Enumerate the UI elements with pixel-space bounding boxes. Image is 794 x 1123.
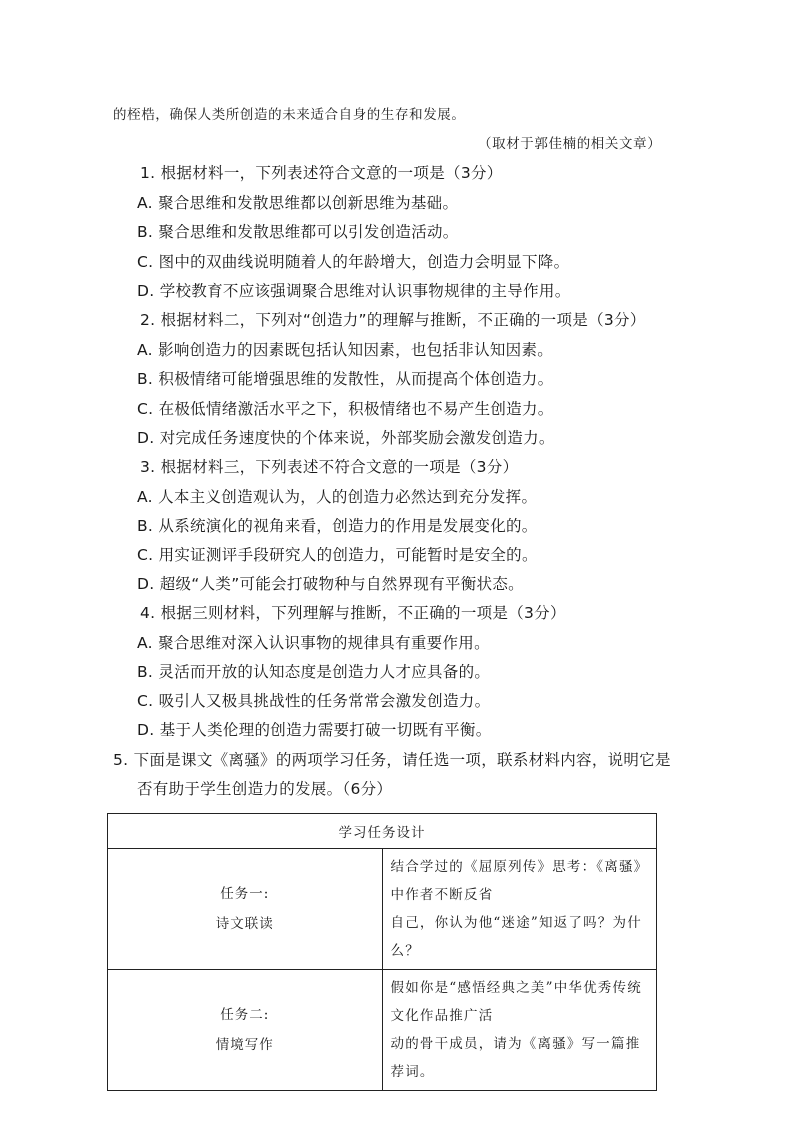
question-3-option-b: B. 从系统演化的视角来看，创造力的作用是发展变化的。	[137, 517, 538, 535]
task-1-desc-line-2: 自己，你认为他“迷途”知返了吗？为什么？	[390, 915, 642, 959]
task-2-name-line-1: 任务二:	[220, 1007, 270, 1023]
task-1-name-line-2: 诗文联读	[215, 916, 274, 932]
question-2-option-b: B. 积极情绪可能增强思维的发散性，从而提高个体创造力。	[137, 370, 554, 388]
question-2-option-a: A. 影响创造力的因素既包括认知因素，也包括非认知因素。	[137, 341, 554, 359]
question-4-option-a: A. 聚合思维对深入认识事物的规律具有重要作用。	[137, 634, 490, 652]
task-1-description	[382, 849, 657, 970]
task-row-1	[108, 849, 657, 970]
passage-tail: 的桎梏，确保人类所创造的未来适合自身的生存和发展。	[113, 107, 466, 123]
passage-source: （取材于郭佳楠的相关文章）	[478, 136, 662, 152]
question-1-option-d: D. 学校教育不应该强调聚合思维对认识事物规律的主导作用。	[137, 282, 571, 300]
task-1-desc-line-1: 结合学过的《屈原列传》思考：《离骚》中作者不断反省	[390, 859, 642, 903]
task-table	[107, 813, 657, 1091]
task-2-desc-line-2: 动的骨干成员，请为《离骚》写一篇推荐词。	[390, 1036, 641, 1080]
task-row-2	[108, 970, 657, 1091]
question-3-option-d: D. 超级“人类”可能会打破物种与自然界现有平衡状态。	[137, 575, 524, 593]
question-1-option-a: A. 聚合思维和发散思维都以创新思维为基础。	[137, 194, 459, 212]
question-4-stem: 4. 根据三则材料，下列理解与推断，不正确的一项是（3分）	[140, 604, 566, 622]
question-4-option-d: D. 基于人类伦理的创造力需要打破一切既有平衡。	[137, 721, 492, 739]
task-2-description	[382, 970, 657, 1091]
task-table-header: 学习任务设计	[108, 814, 657, 849]
task-2-desc-line-1: 假如你是“感悟经典之美”中华优秀传统文化作品推广活	[390, 980, 642, 1024]
question-5-line-1: 5. 下面是课文《离骚》的两项学习任务，请任选一项，联系材料内容，说明它是	[113, 751, 671, 769]
question-3-stem: 3. 根据材料三，下列表述不符合文意的一项是（3分）	[140, 458, 519, 476]
question-2-option-c: C. 在极低情绪激活水平之下，积极情绪也不易产生创造力。	[137, 400, 554, 418]
task-2-name-line-2: 情境写作	[215, 1037, 274, 1053]
question-4-option-b: B. 灵活而开放的认知态度是创造力人才应具备的。	[137, 663, 491, 681]
question-1-option-b: B. 聚合思维和发散思维都可以引发创造活动。	[137, 223, 459, 241]
question-2-stem: 2. 根据材料二，下列对“创造力”的理解与推断，不正确的一项是（3分）	[140, 311, 646, 329]
question-3-option-c: C. 用实证测评手段研究人的创造力，可能暂时是安全的。	[137, 546, 538, 564]
question-2-option-d: D. 对完成任务速度快的个体来说，外部奖励会激发创造力。	[137, 429, 555, 447]
task-1-name-line-1: 任务一:	[220, 886, 270, 902]
question-5-line-2: 否有助于学生创造力的发展。（6分）	[137, 780, 393, 798]
question-1-option-c: C. 图中的双曲线说明随着人的年龄增大，创造力会明显下降。	[137, 253, 570, 271]
question-3-option-a: A. 人本主义创造观认为，人的创造力必然达到充分发挥。	[137, 488, 538, 506]
question-4-option-c: C. 吸引人又极具挑战性的任务常常会激发创造力。	[137, 692, 491, 710]
task-1-name	[108, 849, 383, 970]
task-2-name	[108, 970, 383, 1091]
question-1-stem: 1. 根据材料一，下列表述符合文意的一项是（3分）	[140, 164, 503, 182]
